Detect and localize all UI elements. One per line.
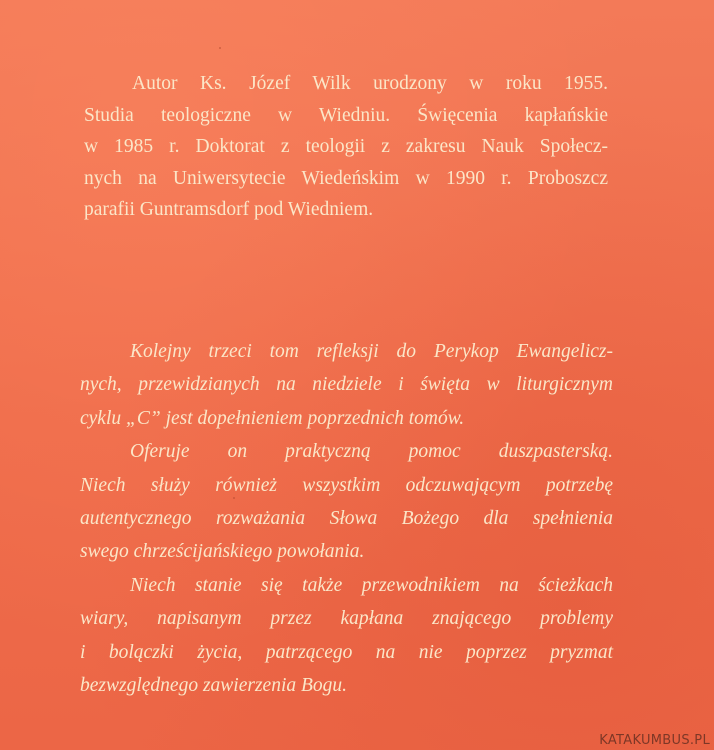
paper-speck [233, 497, 235, 499]
book-description [80, 335, 613, 702]
description-line: nych, przewidzianych na niedziele i święta w liturgicznym [80, 374, 613, 396]
description-line: Oferuje on praktyczną pomoc duszpasterską. [130, 441, 613, 463]
description-line: i bolączki życia, patrzącego na nie poprzez pryzmat [80, 641, 613, 663]
description-line: Niech służy również wszystkim odczuwającym potrzebę [80, 474, 613, 496]
author-bio-line: nych na Uniwersytecie Wiedeńskim w 1990 r. Proboszcz [84, 167, 608, 189]
paper-speck [219, 47, 221, 49]
description-line: wiary, napisanym przez kapłana znającego problemy [80, 608, 613, 630]
description-line: swego chrześcijańskiego powołania. [80, 541, 365, 563]
description-line: Kolejny trzeci tom refleksji do Perykop Ewangelicz- [130, 341, 613, 362]
author-bio-line: w 1985 r. Doktorat z teologii z zakresu Nauk Społecz- [84, 136, 608, 157]
author-bio-line: Studia teologiczne w Wiedniu. Święcenia kapłańskie [84, 104, 608, 126]
author-bio [84, 68, 608, 226]
description-line: cyklu „C” jest dopełnieniem poprzednich tomów. [80, 407, 465, 429]
author-bio-line: Autor Ks. Józef Wilk urodzony w roku 1955. [132, 73, 608, 94]
author-bio-line: parafii Guntramsdorf pod Wiedniem. [84, 199, 374, 220]
description-line: autentycznego rozważania Słowa Bożego dla spełnienia [80, 508, 613, 530]
description-line: Niech stanie się także przewodnikiem na ścieżkach [130, 574, 613, 596]
description-line: bezwzględnego zawierzenia Bogu. [80, 675, 348, 697]
watermark: KATAKUMBUS.PL [599, 733, 710, 748]
